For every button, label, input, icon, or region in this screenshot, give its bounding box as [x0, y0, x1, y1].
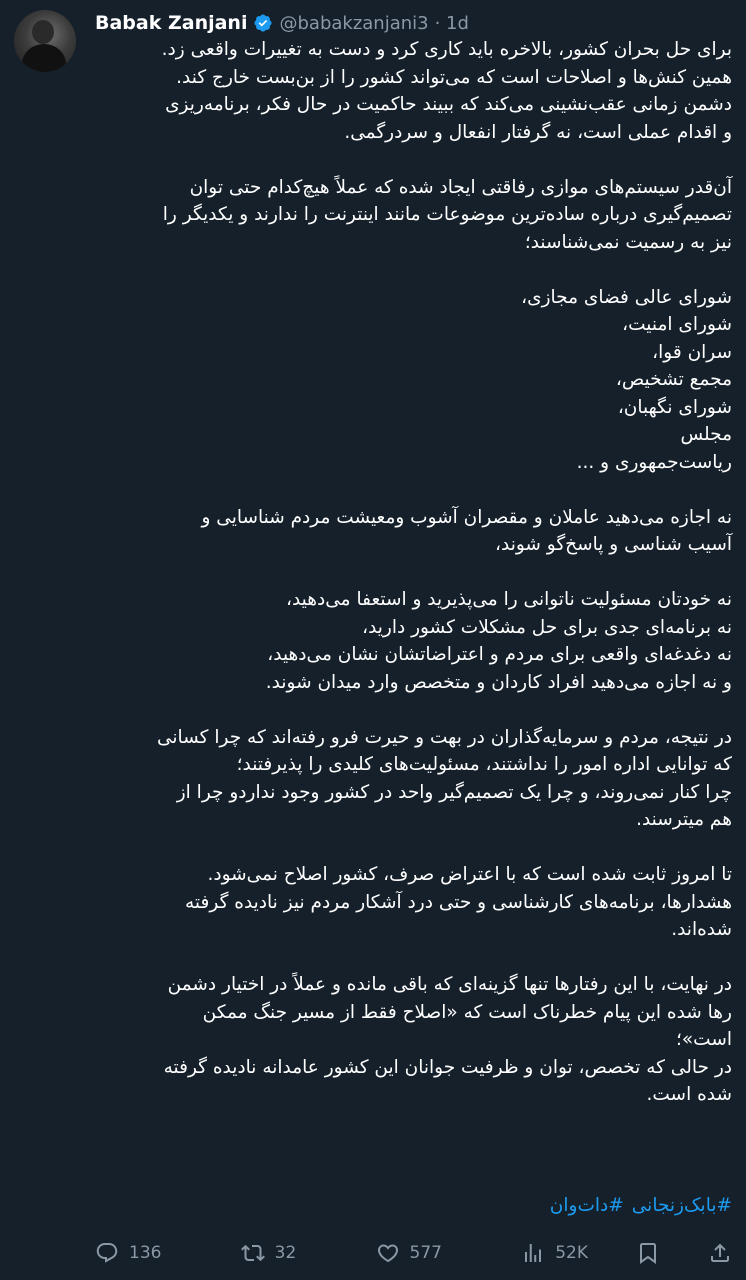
- tweet-text: [95, 36, 732, 1136]
- author-handle[interactable]: @babakzanjani3: [279, 12, 429, 34]
- share-button[interactable]: [708, 1241, 732, 1265]
- hashtag-link[interactable]: #دات‌وان: [549, 1195, 624, 1216]
- reply-icon: [95, 1241, 119, 1265]
- repost-button[interactable]: [241, 1241, 297, 1265]
- like-count: 577: [409, 1243, 442, 1263]
- author-name[interactable]: Babak Zanjani: [95, 12, 248, 34]
- bookmark-icon: [636, 1241, 660, 1265]
- tweet-paragraph: تا امروز ثابت شده است که با اعتراض صرف، کشور اصلاح نمی‌شود. هشدارها، برنامه‌های کارشناسی و حتی درد آشکار مردم نیز نادیده گرفته شده‌اند.: [185, 864, 732, 940]
- tweet-actions: [95, 1238, 732, 1268]
- tweet-time[interactable]: · 1d: [434, 12, 469, 34]
- tweet-paragraph: برای حل بحران کشور، بالاخره باید کاری کرد و دست به تغییرات واقعی زد. همین کنش‌ها و اصلاحات است که می‌تواند کشور را از بن‌بست خارج کند. دشمن زمانی عقب‌نشینی می‌کند که ببیند حاکمیت در حال فکر، برنامه‌ریزی و اقدام عملی است، نه گرفتار انفعال و سردرگمی.: [161, 39, 732, 143]
- views-button[interactable]: [521, 1241, 588, 1265]
- repost-icon: [241, 1241, 265, 1265]
- heart-icon: [376, 1241, 400, 1265]
- reply-button[interactable]: [95, 1241, 161, 1265]
- verified-badge-icon: [253, 13, 273, 33]
- share-icon: [708, 1241, 732, 1265]
- hashtags: [550, 1195, 732, 1216]
- tweet-paragraph: نه خودتان مسئولیت ناتوانی را می‌پذیرید و استعفا می‌دهید، نه برنامه‌ای جدی برای حل مشکلات کشور دارید، نه دغدغه‌ای واقعی برای مردم و اعتراضاتشان نشان می‌دهید، و نه اجازه می‌دهید افراد کاردان و متخصص وارد میدان شوند.: [265, 589, 732, 693]
- bookmark-button[interactable]: [636, 1241, 660, 1265]
- views-icon: [521, 1241, 545, 1265]
- views-count: 52K: [555, 1243, 588, 1263]
- tweet-paragraph: در نهایت، با این رفتارها تنها گزینه‌ای که باقی مانده و عملاً در اختیار دشمن رها شده این پیام خطرناک است که «اصلاح فقط از مسیر جنگ ممکن است»؛ در حالی که تخصص، توان و ظرفیت جوانان این کشور عامدانه نادیده گرفته شده است.: [163, 974, 732, 1105]
- reply-count: 136: [129, 1243, 162, 1263]
- avatar[interactable]: [14, 10, 76, 72]
- tweet-paragraph: نه اجازه می‌دهید عاملان و مقصران آشوب ومعیشت مردم شناسایی و آسیب شناسی و پاسخ‌گو شوند،: [201, 506, 732, 555]
- tweet-header: [95, 10, 732, 36]
- avatar-head-shape: [32, 20, 54, 44]
- repost-count: 32: [274, 1243, 297, 1263]
- tweet-paragraph: در نتیجه، مردم و سرمایه‌گذاران در بهت و حیرت فرو رفته‌اند که چرا کسانی که توانایی اداره امور را نداشتند، مسئولیت‌های کلیدی را پذیرفتند؛ چرا کنار نمی‌روند، و چرا یک تصمیم‌گیر واحد در کشور وجود نداردو چرا از هم میترسند.: [156, 726, 732, 830]
- like-button[interactable]: [376, 1241, 442, 1265]
- tweet-paragraph: شورای عالی فضای مجازی، شورای امنیت، سران قوا، مجمع تشخیص، شورای نگهبان، مجلس ریاست‌جمهوری و ...: [521, 286, 732, 473]
- hashtag-link[interactable]: #بابک‌زنجانی: [631, 1195, 732, 1216]
- tweet-paragraph: آن‌قدر سیستم‌های موازی رفاقتی ایجاد شده که عملاً هیچ‌کدام حتی توان تصمیم‌گیری درباره ساده‌ترین موضوعات مانند اینترنت را ندارند و یکدیگر را نیز به رسمیت نمی‌شناسند؛: [162, 176, 732, 253]
- avatar-body-shape: [22, 44, 66, 72]
